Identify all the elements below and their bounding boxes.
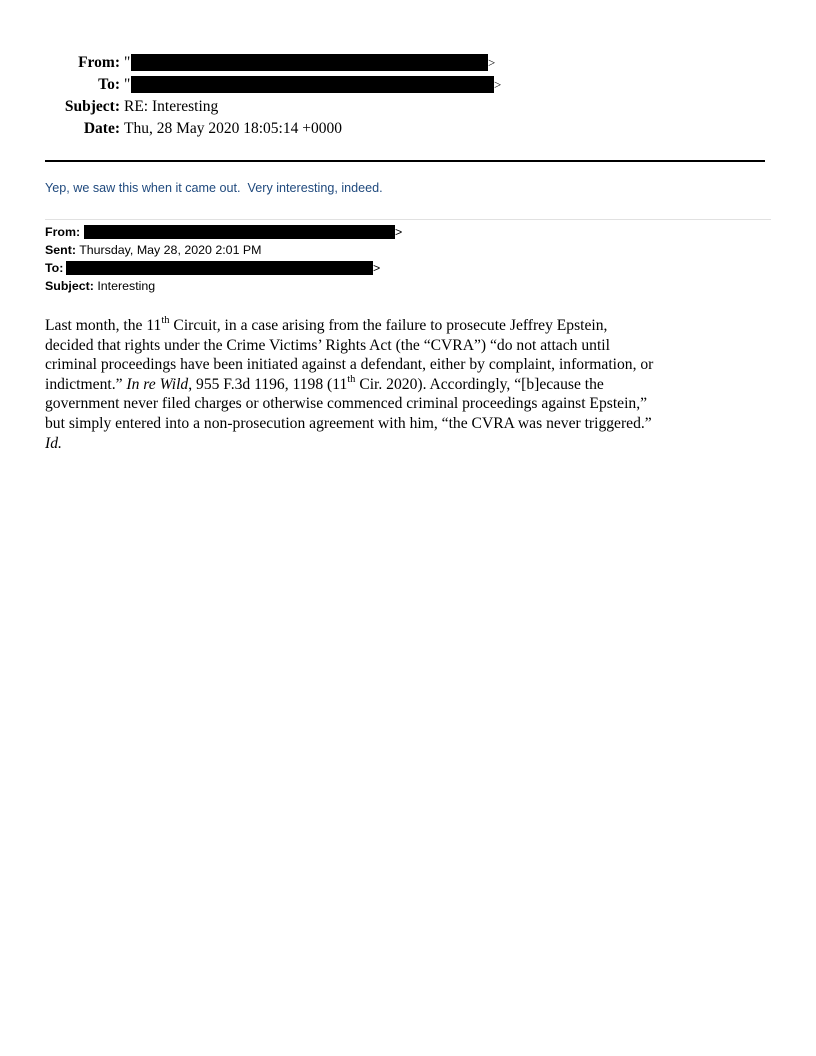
quoted-sent-row bbox=[45, 241, 765, 259]
header-from-close: > bbox=[488, 55, 496, 70]
body-line bbox=[45, 375, 775, 395]
id-citation: Id. bbox=[45, 434, 62, 452]
body-line: decided that rights under the Crime Victims’ Rights Act (the “CVRA”) “do not attach until bbox=[45, 336, 610, 354]
body-text: Circuit, in a case arising from the failure to prosecute Jeffrey Epstein, bbox=[169, 317, 608, 334]
header-divider bbox=[45, 160, 765, 162]
header-to-row bbox=[0, 76, 780, 94]
header-from-row bbox=[0, 54, 780, 72]
header-date-row bbox=[0, 120, 780, 138]
quoted-sent-label: Sent: bbox=[45, 243, 76, 257]
body-line: criminal proceedings have been initiated against a defendant, either by complaint, information, or bbox=[45, 356, 654, 374]
quoted-subject-row bbox=[45, 277, 765, 295]
header-date-label: Date: bbox=[83, 120, 120, 137]
body-line: but simply entered into a non-prosecution agreement with him, “the CVRA was never triggered.” bbox=[45, 414, 652, 432]
quoted-to-redaction bbox=[66, 261, 373, 275]
header-from-label: From: bbox=[78, 54, 120, 71]
body-text: Cir. 2020). Accordingly, “[b]ecause the bbox=[355, 375, 604, 393]
header-date-value: Thu, 28 May 2020 18:05:14 +0000 bbox=[124, 120, 342, 137]
reply-text: Yep, we saw this when it came out. Very interesting, indeed. bbox=[45, 181, 383, 195]
header-to-close: > bbox=[494, 77, 502, 92]
quoted-from-row bbox=[45, 223, 765, 241]
quoted-subject-label: Subject: bbox=[45, 279, 94, 293]
header-to-label: To: bbox=[98, 76, 120, 93]
body-text: Last month, the 11 bbox=[45, 317, 162, 334]
header-subject-row bbox=[0, 98, 780, 116]
quoted-from-redaction bbox=[84, 225, 395, 239]
header-subject-label: Subject: bbox=[64, 98, 120, 115]
quoted-to-label: To: bbox=[45, 261, 64, 275]
body-line: government never filed charges or otherwise commenced criminal proceedings against Epstein,” bbox=[45, 395, 648, 413]
header-to-open-quote: " bbox=[124, 76, 131, 93]
quoted-sent-value: Thursday, May 28, 2020 2:01 PM bbox=[79, 243, 262, 257]
ordinal-suffix: th bbox=[347, 373, 356, 385]
header-to-redaction bbox=[131, 76, 494, 93]
quoted-to-row bbox=[45, 259, 765, 277]
quote-divider bbox=[45, 219, 771, 220]
header-from-open-quote: " bbox=[124, 54, 131, 71]
body-line bbox=[45, 434, 775, 454]
quoted-subject-value: Interesting bbox=[97, 279, 156, 293]
body-text: , 955 F.3d 1196, 1198 (11 bbox=[188, 375, 348, 393]
ordinal-suffix: th bbox=[161, 314, 170, 326]
header-from-redaction bbox=[131, 54, 488, 71]
header-subject-value: RE: Interesting bbox=[124, 98, 219, 115]
case-citation: In re Wild bbox=[126, 375, 189, 393]
body-paragraph bbox=[45, 316, 775, 453]
quoted-to-close: > bbox=[373, 261, 381, 275]
quoted-from-close: > bbox=[395, 225, 403, 239]
body-line bbox=[45, 316, 775, 336]
body-text: indictment.” bbox=[45, 375, 127, 393]
quoted-from-label: From: bbox=[45, 225, 81, 239]
